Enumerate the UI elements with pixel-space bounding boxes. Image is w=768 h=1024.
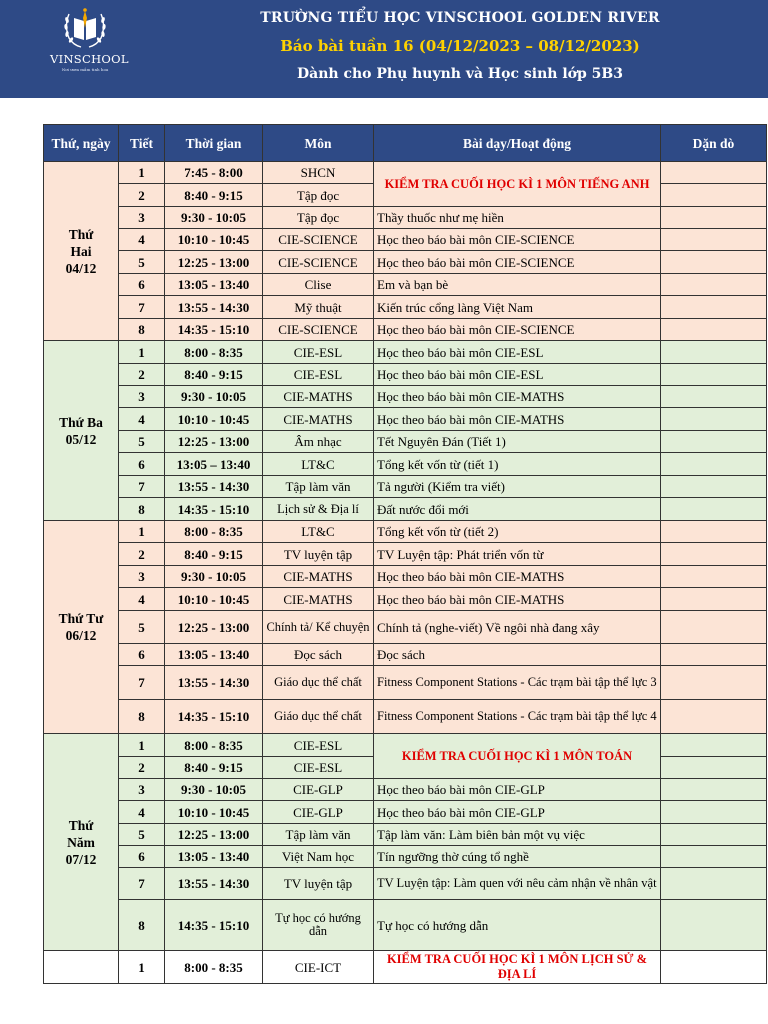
time-cell: 8:40 - 9:15	[165, 364, 263, 386]
activity-cell: TV Luyện tập: Phát triển vốn từ	[374, 543, 661, 566]
period-cell: 3	[119, 207, 165, 229]
period-cell: 1	[119, 162, 165, 184]
time-cell: 13:55 - 14:30	[165, 666, 263, 700]
notes-cell	[661, 700, 767, 734]
notes-cell	[661, 801, 767, 824]
activity-cell: Học theo báo bài môn CIE-MATHS	[374, 566, 661, 588]
table-row	[44, 251, 767, 274]
notes-cell	[661, 543, 767, 566]
table-row	[44, 498, 767, 521]
activity-cell: Fitness Component Stations - Các trạm bài tập thể lực 4	[374, 700, 661, 734]
subject-cell: CIE-ESL	[263, 364, 374, 386]
notes-cell	[661, 162, 767, 184]
table-row	[44, 274, 767, 296]
logo-tagline: Nơi ươm mầm tinh hoa	[61, 67, 109, 72]
subject-cell: Giáo dục thể chất	[263, 666, 374, 700]
table-row	[44, 319, 767, 341]
day-cell-thu-ba	[44, 341, 119, 521]
activity-cell: Học theo báo bài môn CIE-GLP	[374, 801, 661, 824]
subject-cell: Đọc sách	[263, 644, 374, 666]
time-cell: 9:30 - 10:05	[165, 386, 263, 408]
notes-cell	[661, 341, 767, 364]
period-cell: 2	[119, 184, 165, 207]
time-cell: 12:25 - 13:00	[165, 251, 263, 274]
notes-cell	[661, 319, 767, 341]
day-cell-thu-hai	[44, 162, 119, 341]
time-cell: 8:40 - 9:15	[165, 543, 263, 566]
table-row	[44, 341, 767, 364]
table-row	[44, 951, 767, 984]
logo-wordmark: VINSCHOOL	[50, 52, 129, 66]
time-cell: 8:00 - 8:35	[165, 734, 263, 757]
period-cell: 4	[119, 408, 165, 431]
time-cell: 8:00 - 8:35	[165, 521, 263, 543]
table-row	[44, 476, 767, 498]
period-cell: 8	[119, 700, 165, 734]
period-cell: 2	[119, 364, 165, 386]
period-cell: 1	[119, 521, 165, 543]
subject-cell: Lịch sử & Địa lí	[263, 498, 374, 521]
time-cell: 9:30 - 10:05	[165, 207, 263, 229]
subject-cell: CIE-GLP	[263, 779, 374, 801]
activity-cell: Học theo báo bài môn CIE-GLP	[374, 779, 661, 801]
activity-cell: Tả người (Kiểm tra viết)	[374, 476, 661, 498]
subject-cell: CIE-SCIENCE	[263, 229, 374, 251]
exam-notice: KIỂM TRA CUỐI HỌC KÌ 1 MÔN TIẾNG ANH	[374, 162, 661, 207]
subject-cell: CIE-ICT	[263, 951, 374, 984]
time-cell: 12:25 - 13:00	[165, 824, 263, 846]
activity-cell: Học theo báo bài môn CIE-SCIENCE	[374, 251, 661, 274]
table-header-row	[44, 125, 767, 162]
day-name: Thứ Năm	[67, 817, 95, 850]
activity-cell: Thầy thuốc như mẹ hiền	[374, 207, 661, 229]
table-row	[44, 588, 767, 611]
time-cell: 10:10 - 10:45	[165, 408, 263, 431]
notes-cell	[661, 779, 767, 801]
table-row	[44, 408, 767, 431]
day-date: 07/12	[65, 851, 97, 867]
activity-cell: Học theo báo bài môn CIE-MATHS	[374, 408, 661, 431]
period-cell: 6	[119, 453, 165, 476]
period-cell: 6	[119, 846, 165, 868]
activity-cell: Học theo báo bài môn CIE-ESL	[374, 364, 661, 386]
day-name: Thứ Tư	[58, 611, 104, 626]
table-row	[44, 521, 767, 543]
time-cell: 10:10 - 10:45	[165, 801, 263, 824]
period-cell: 3	[119, 566, 165, 588]
period-cell: 7	[119, 868, 165, 900]
period-cell: 1	[119, 734, 165, 757]
day-name: Thứ Ba	[59, 414, 103, 430]
time-cell: 13:05 - 13:40	[165, 644, 263, 666]
activity-cell: Fitness Component Stations - Các trạm bài tập thể lực 3	[374, 666, 661, 700]
audience-title: Dành cho Phụ huynh và Học sinh lớp 5B3	[297, 66, 623, 82]
col-header-notes: Dặn dò	[661, 125, 767, 162]
subject-cell: CIE-MATHS	[263, 566, 374, 588]
activity-cell: Học theo báo bài môn CIE-MATHS	[374, 386, 661, 408]
period-cell: 2	[119, 757, 165, 779]
page-header	[0, 0, 768, 98]
period-cell: 1	[119, 341, 165, 364]
subject-cell: CIE-SCIENCE	[263, 251, 374, 274]
time-cell: 14:35 - 15:10	[165, 319, 263, 341]
table-row	[44, 453, 767, 476]
table-row	[44, 431, 767, 453]
notes-cell	[661, 498, 767, 521]
table-row	[44, 801, 767, 824]
col-header-subject: Môn	[263, 125, 374, 162]
table-row	[44, 868, 767, 900]
day-cell-thu-tu	[44, 521, 119, 734]
notes-cell	[661, 521, 767, 543]
table-row	[44, 666, 767, 700]
school-logo	[50, 6, 129, 90]
subject-cell: Chính tả/ Kể chuyện	[263, 611, 374, 644]
time-cell: 10:10 - 10:45	[165, 229, 263, 251]
notes-cell	[661, 951, 767, 984]
table-row	[44, 846, 767, 868]
subject-cell: CIE-MATHS	[263, 588, 374, 611]
period-cell: 7	[119, 666, 165, 700]
subject-cell: CIE-ESL	[263, 734, 374, 757]
subject-cell: LT&C	[263, 453, 374, 476]
week-title: Báo bài tuần 16 (04/12/2023 – 08/12/2023)	[280, 37, 640, 55]
notes-cell	[661, 207, 767, 229]
subject-cell: CIE-ESL	[263, 757, 374, 779]
subject-cell: Tập đọc	[263, 184, 374, 207]
period-cell: 5	[119, 824, 165, 846]
notes-cell	[661, 611, 767, 644]
subject-cell: Âm nhạc	[263, 431, 374, 453]
activity-cell: Chính tả (nghe-viết) Về ngôi nhà đang xây	[374, 611, 661, 644]
day-cell-thu-nam	[44, 734, 119, 951]
table-row	[44, 734, 767, 757]
time-cell: 12:25 - 13:00	[165, 431, 263, 453]
day-date: 06/12	[65, 628, 97, 643]
subject-cell: TV luyện tập	[263, 543, 374, 566]
notes-cell	[661, 251, 767, 274]
period-cell: 2	[119, 543, 165, 566]
time-cell: 14:35 - 15:10	[165, 498, 263, 521]
table-row	[44, 779, 767, 801]
activity-cell: Đọc sách	[374, 644, 661, 666]
notes-cell	[661, 408, 767, 431]
period-cell: 3	[119, 779, 165, 801]
notes-cell	[661, 296, 767, 319]
subject-cell: LT&C	[263, 521, 374, 543]
table-row	[44, 900, 767, 951]
table-row	[44, 386, 767, 408]
time-cell: 14:35 - 15:10	[165, 700, 263, 734]
notes-cell	[661, 184, 767, 207]
notes-cell	[661, 734, 767, 757]
time-cell: 13:55 - 14:30	[165, 296, 263, 319]
day-date: 05/12	[65, 431, 97, 447]
period-cell: 5	[119, 431, 165, 453]
subject-cell: CIE-GLP	[263, 801, 374, 824]
activity-cell: TV Luyện tập: Làm quen với nêu cảm nhận về nhân vật	[374, 868, 661, 900]
time-cell: 9:30 - 10:05	[165, 566, 263, 588]
period-cell: 4	[119, 229, 165, 251]
table-row	[44, 824, 767, 846]
notes-cell	[661, 229, 767, 251]
notes-cell	[661, 453, 767, 476]
activity-cell: Tự học có hướng dẫn	[374, 900, 661, 951]
period-cell: 4	[119, 588, 165, 611]
notes-cell	[661, 476, 767, 498]
time-cell: 14:35 - 15:10	[165, 900, 263, 951]
activity-cell: Học theo báo bài môn CIE-MATHS	[374, 588, 661, 611]
subject-cell: Tập làm văn	[263, 476, 374, 498]
period-cell: 1	[119, 951, 165, 984]
activity-cell: Đất nước đổi mới	[374, 498, 661, 521]
period-cell: 3	[119, 386, 165, 408]
activity-cell: Kiến trúc cổng làng Việt Nam	[374, 296, 661, 319]
subject-cell: Tập đọc	[263, 207, 374, 229]
table-row	[44, 229, 767, 251]
subject-cell: CIE-SCIENCE	[263, 319, 374, 341]
time-cell: 8:40 - 9:15	[165, 184, 263, 207]
day-cell-thu-sau	[44, 951, 119, 984]
activity-cell: Tín ngưỡng thờ cúng tổ nghề	[374, 846, 661, 868]
table-row	[44, 364, 767, 386]
subject-cell: CIE-MATHS	[263, 386, 374, 408]
time-cell: 13:05 - 13:40	[165, 846, 263, 868]
subject-cell: CIE-MATHS	[263, 408, 374, 431]
notes-cell	[661, 666, 767, 700]
notes-cell	[661, 274, 767, 296]
notes-cell	[661, 900, 767, 951]
subject-cell: Clise	[263, 274, 374, 296]
col-header-activity: Bài dạy/Hoạt động	[374, 125, 661, 162]
book-laurel-icon	[61, 6, 109, 52]
notes-cell	[661, 868, 767, 900]
col-header-day: Thứ, ngày	[44, 125, 119, 162]
table-row	[44, 611, 767, 644]
table-row	[44, 543, 767, 566]
period-cell: 8	[119, 900, 165, 951]
notes-cell	[661, 824, 767, 846]
time-cell: 9:30 - 10:05	[165, 779, 263, 801]
exam-notice: KIỂM TRA CUỐI HỌC KÌ 1 MÔN LỊCH SỬ & ĐỊA LÍ	[374, 951, 661, 984]
period-cell: 4	[119, 801, 165, 824]
period-cell: 6	[119, 274, 165, 296]
subject-cell: TV luyện tập	[263, 868, 374, 900]
subject-cell: Giáo dục thể chất	[263, 700, 374, 734]
period-cell: 7	[119, 296, 165, 319]
period-cell: 5	[119, 611, 165, 644]
period-cell: 8	[119, 319, 165, 341]
day-name: Thứ Hai	[68, 226, 94, 259]
activity-cell: Tết Nguyên Đán (Tiết 1)	[374, 431, 661, 453]
time-cell: 13:55 - 14:30	[165, 476, 263, 498]
subject-cell: Tập làm văn	[263, 824, 374, 846]
col-header-period: Tiết	[119, 125, 165, 162]
time-cell: 13:05 – 13:40	[165, 453, 263, 476]
school-name: TRƯỜNG TIỂU HỌC VINSCHOOL GOLDEN RIVER	[260, 10, 660, 26]
table-row	[44, 296, 767, 319]
subject-cell: Tự học có hướng dẫn	[263, 900, 374, 951]
notes-cell	[661, 644, 767, 666]
activity-cell: Học theo báo bài môn CIE-SCIENCE	[374, 229, 661, 251]
time-cell: 7:45 - 8:00	[165, 162, 263, 184]
col-header-time: Thời gian	[165, 125, 263, 162]
notes-cell	[661, 588, 767, 611]
period-cell: 5	[119, 251, 165, 274]
activity-cell: Tổng kết vốn từ (tiết 1)	[374, 453, 661, 476]
time-cell: 13:05 - 13:40	[165, 274, 263, 296]
notes-cell	[661, 566, 767, 588]
time-cell: 10:10 - 10:45	[165, 588, 263, 611]
subject-cell: SHCN	[263, 162, 374, 184]
time-cell: 8:40 - 9:15	[165, 757, 263, 779]
table-row	[44, 644, 767, 666]
time-cell: 13:55 - 14:30	[165, 868, 263, 900]
notes-cell	[661, 846, 767, 868]
notes-cell	[661, 431, 767, 453]
time-cell: 8:00 - 8:35	[165, 951, 263, 984]
time-cell: 8:00 - 8:35	[165, 341, 263, 364]
activity-cell: Học theo báo bài môn CIE-ESL	[374, 341, 661, 364]
table-row	[44, 566, 767, 588]
table-row	[44, 207, 767, 229]
notes-cell	[661, 386, 767, 408]
period-cell: 7	[119, 476, 165, 498]
activity-cell: Tập làm văn: Làm biên bản một vụ việc	[374, 824, 661, 846]
period-cell: 6	[119, 644, 165, 666]
exam-notice: KIỂM TRA CUỐI HỌC KÌ 1 MÔN TOÁN	[374, 734, 661, 779]
schedule-table	[43, 124, 767, 984]
activity-cell: Học theo báo bài môn CIE-SCIENCE	[374, 319, 661, 341]
notes-cell	[661, 757, 767, 779]
day-date: 04/12	[65, 260, 97, 276]
subject-cell: Mỹ thuật	[263, 296, 374, 319]
table-row	[44, 700, 767, 734]
activity-cell: Em và bạn bè	[374, 274, 661, 296]
time-cell: 12:25 - 13:00	[165, 611, 263, 644]
subject-cell: CIE-ESL	[263, 341, 374, 364]
table-row	[44, 162, 767, 184]
subject-cell: Việt Nam học	[263, 846, 374, 868]
notes-cell	[661, 364, 767, 386]
activity-cell: Tổng kết vốn từ (tiết 2)	[374, 521, 661, 543]
period-cell: 8	[119, 498, 165, 521]
